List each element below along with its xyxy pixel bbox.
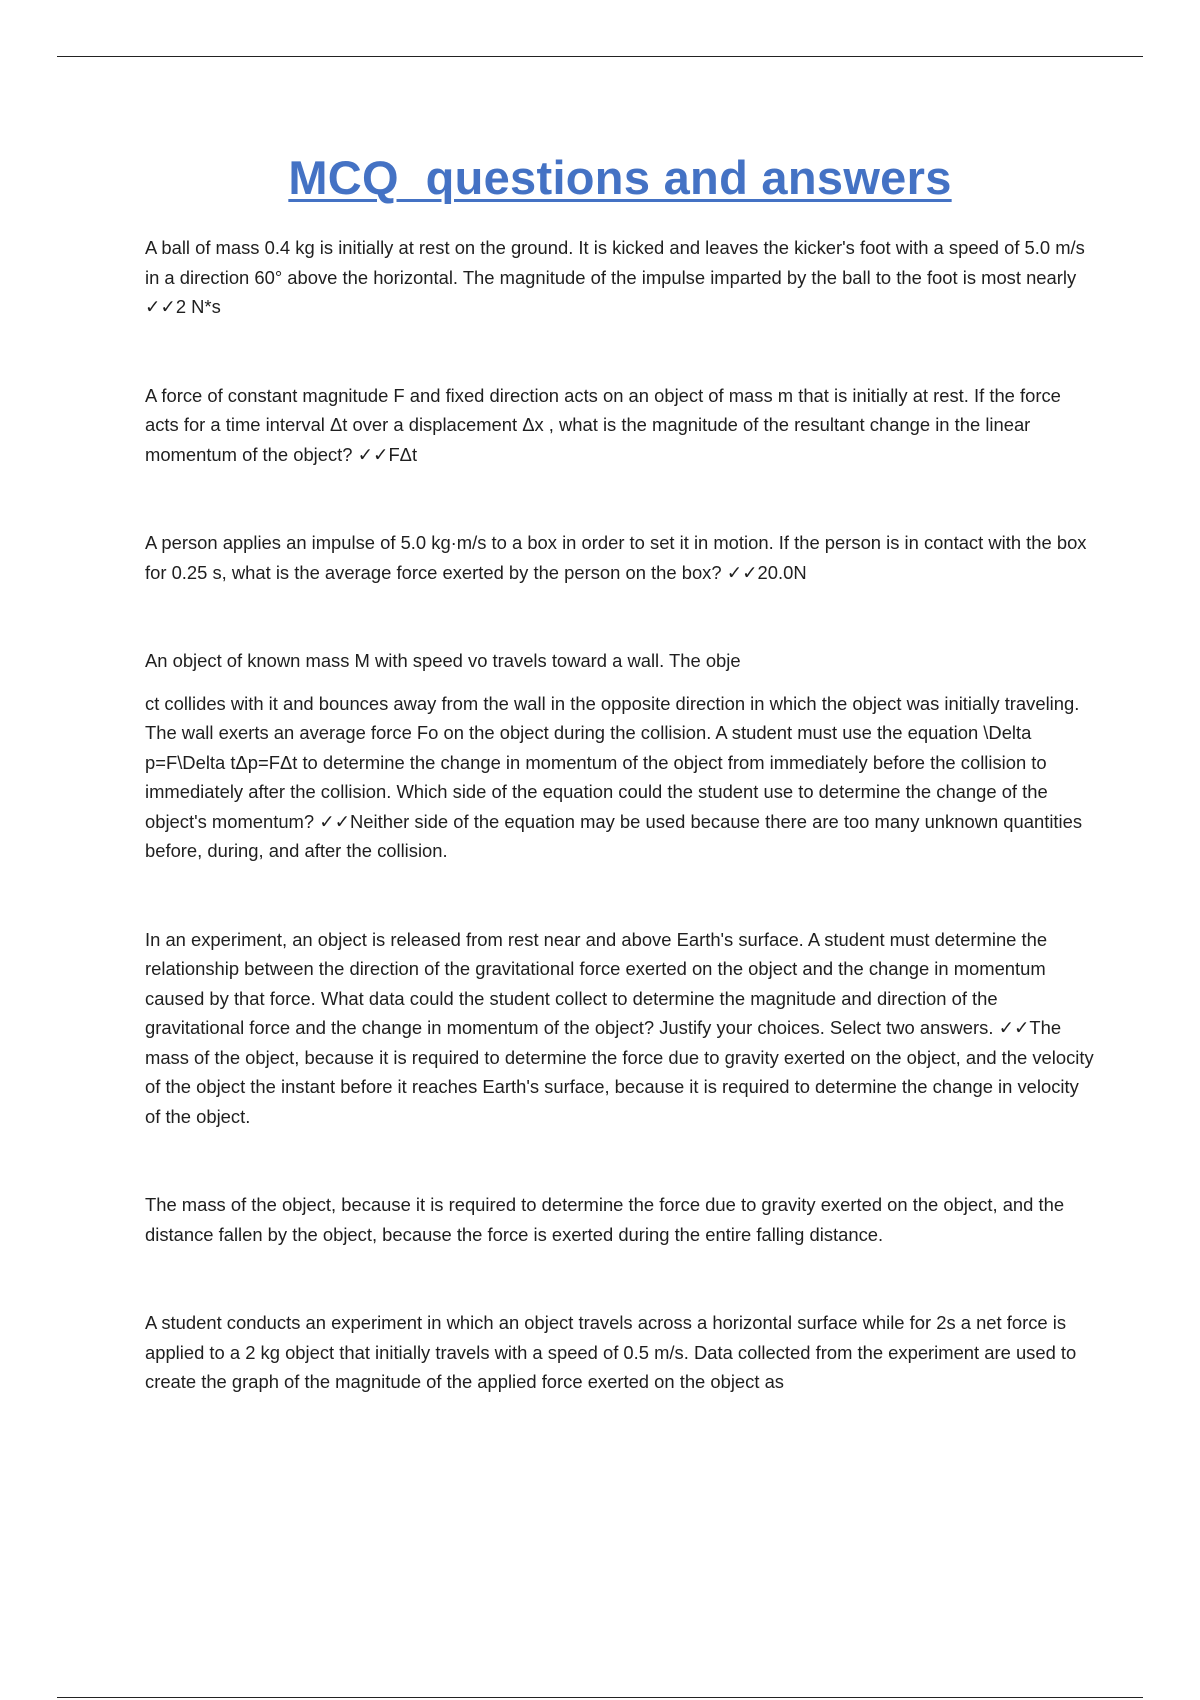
answer-mass-distance: The mass of the object, because it is required to determine the force due to gravity exerted on the object, and the distance fallen by the object, because the force is exerted during the entire falling distance. [145,1194,1065,1245]
question-wall-collision-start: An object of known mass M with speed vo travels toward a wall. The obje [145,650,741,671]
question-wall-collision-cont: ct collides with it and bounces away from the wall in the opposite direction in which the object was initially traveling. The wall exerts an average force Fo on the object during the collision. A student must use the equation \Delta p=F\Delta tΔp=FΔt to determine the change in momentum of the object from immediately before the collision to immediately after the collision. Which side of the equation could the student use to determine the change of the object's momentum? ✓✓Neither side of the equation may be used because there are too many unknown quantities before, during, and after the collision. [145,692,1083,861]
footer-rule [57,1697,1143,1698]
question-ball-impulse: A ball of mass 0.4 kg is initially at rest on the ground. It is kicked and leaves the kicker's foot with a speed of 5.0 m/s in a direction 60° above the horizontal. The magnitude of the impulse imparted by the ball to the foot is most nearly ✓✓2 N*s [145,237,1085,317]
header-rule [57,56,1143,57]
question-gravity-experiment: In an experiment, an object is released from rest near and above Earth's surface. A student must determine the relationship between the direction of the gravitational force exerted on the object and the change in momentum caused by that force. What data could the student collect to determine the magnitude and direction of the gravitational force and the change in momentum of the object? Justify your choices. Select two answers. ✓✓The mass of the object, because it is required to determine the force due to gravity exerted on the object, and the velocity of the object the instant before it reaches Earth's surface, because it is required to determine the change in velocity of the object. [145,928,1094,1127]
question-average-force: A person applies an impulse of 5.0 kg·m/s to a box in order to set it in motion. If the person is in contact with the box for 0.25 s, what is the average force exerted by the person on the box? ✓✓20.0N [145,532,1087,583]
question-horizontal-surface: A student conducts an experiment in which an object travels across a horizontal surface while for 2s a net force is applied to a 2 kg object that initially travels with a speed of 0.5 m/s. Data collected from the experiment are used to create the graph of the magnitude of the applied force exerted on the object as [145,1312,1077,1392]
question-force-momentum: A force of constant magnitude F and fixed direction acts on an object of mass m that is initially at rest. If the force acts for a time interval Δt over a displacement Δx , what is the magnitude of the resultant change in the linear momentum of the object? ✓✓FΔt [145,384,1061,465]
document-body [145,233,1095,1397]
page-title: MCQ questions and answers [288,151,952,204]
